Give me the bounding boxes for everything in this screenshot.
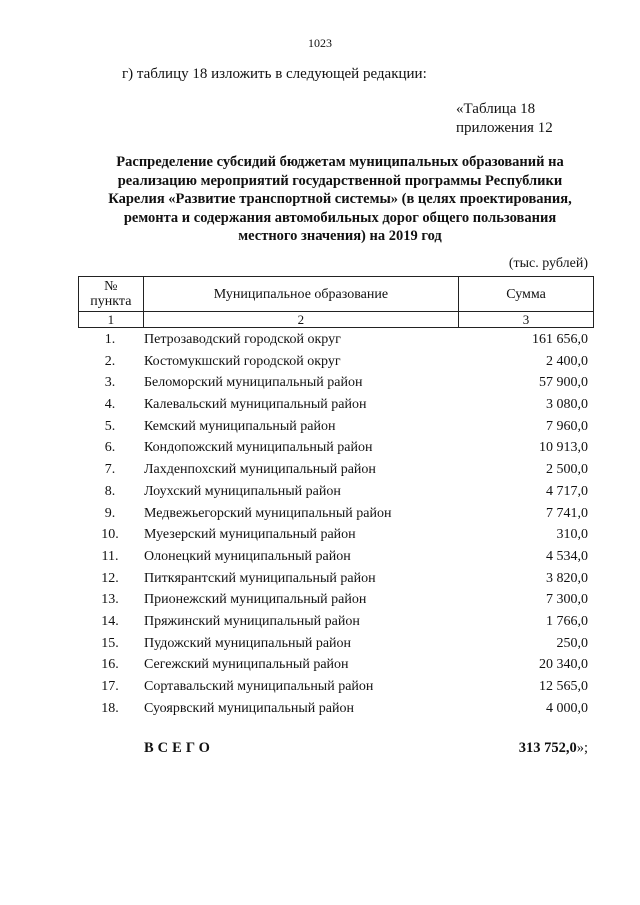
row-name: Костомукшский городской округ <box>144 353 341 369</box>
row-name: Прионежский муниципальный район <box>144 592 367 608</box>
table-row <box>78 329 594 351</box>
table-header <box>78 276 594 328</box>
table-row <box>78 633 594 655</box>
row-num: 17. <box>101 679 119 694</box>
title-line-2: реализацию мероприятий государственной программы Республики <box>117 172 563 189</box>
table-body <box>78 329 594 719</box>
table-row <box>78 481 594 503</box>
row-sum: 12 565,0 <box>539 679 588 694</box>
table-row <box>78 416 594 438</box>
row-sum: 4 534,0 <box>546 548 588 564</box>
total-sum-wrap <box>519 740 588 757</box>
row-num: 13. <box>101 592 119 608</box>
row-sum: 4 717,0 <box>546 483 588 499</box>
row-name: Пряжинский муниципальный район <box>144 613 360 629</box>
table-row <box>78 611 594 633</box>
column-number-3: 3 <box>459 312 594 328</box>
table-row <box>78 568 594 590</box>
row-sum: 2 400,0 <box>546 353 588 369</box>
row-sum: 1 766,0 <box>546 613 588 629</box>
table-row <box>78 503 594 525</box>
row-sum: 7 741,0 <box>546 505 588 521</box>
title-line-4: ремонта и содержания автомобильных дорог общего пользования <box>123 209 557 226</box>
row-num: 10. <box>101 527 119 543</box>
table-row <box>78 546 594 568</box>
title-line-3: Карелия «Развитие транспортной системы» (в целях проектирования, <box>108 191 572 207</box>
row-name: Петрозаводский городской округ <box>144 332 341 347</box>
row-name: Питкярантский муниципальный район <box>144 570 376 586</box>
row-num: 9. <box>104 505 116 521</box>
header-num-line-2: пункта <box>90 294 132 309</box>
table-row <box>78 437 594 459</box>
row-num: 3. <box>104 375 116 391</box>
units-label: (тыс. рублей) <box>508 256 588 271</box>
header-num <box>79 277 144 312</box>
row-name: Пудожский муниципальный район <box>144 635 352 651</box>
table-row <box>78 654 594 676</box>
row-num: 14. <box>101 613 119 629</box>
header-name: Муниципальное образование <box>143 277 458 312</box>
title-line-5: местного значения) на 2019 год <box>238 228 442 244</box>
total-label: ВСЕГО <box>144 740 214 756</box>
table-row <box>78 676 594 698</box>
header-sum: Сумма <box>459 277 594 312</box>
row-num: 8. <box>104 483 116 499</box>
column-number-2: 2 <box>143 312 458 328</box>
row-num: 6. <box>104 440 116 456</box>
row-num: 4. <box>104 397 116 413</box>
row-name: Суоярвский муниципальный район <box>144 700 354 716</box>
row-sum: 161 656,0 <box>532 332 588 347</box>
column-number-row <box>79 312 594 328</box>
table-row <box>78 589 594 611</box>
row-num: 11. <box>101 548 119 564</box>
table-row <box>78 459 594 481</box>
total-row <box>78 740 594 762</box>
row-num: 7. <box>104 462 116 478</box>
title-line-1: Распределение субсидий бюджетам муниципальных образований на <box>116 154 564 170</box>
row-num: 2. <box>104 353 116 369</box>
row-num: 16. <box>101 657 119 673</box>
row-name: Муезерский муниципальный район <box>144 527 356 543</box>
table-reference-line-2: приложения 12 <box>456 120 553 136</box>
row-num: 15. <box>101 635 119 651</box>
row-sum: 3 080,0 <box>546 397 588 413</box>
row-name: Сегежский муниципальный район <box>144 657 349 673</box>
row-sum: 4 000,0 <box>546 700 588 716</box>
row-name: Калевальский муниципальный район <box>144 397 367 413</box>
row-sum: 3 820,0 <box>546 570 588 586</box>
row-sum: 7 300,0 <box>546 592 588 608</box>
table-row <box>78 524 594 546</box>
total-suffix: »; <box>576 740 588 756</box>
row-name: Беломорский муниципальный район <box>144 375 363 391</box>
row-sum: 20 340,0 <box>539 657 588 673</box>
table-row <box>78 372 594 394</box>
intro-text: г) таблицу 18 изложить в следующей редакции: <box>122 66 427 82</box>
row-sum: 250,0 <box>556 635 588 651</box>
table-row <box>78 698 594 720</box>
row-sum: 2 500,0 <box>546 462 588 478</box>
page-number: 1023 <box>308 36 332 50</box>
row-num: 12. <box>101 570 119 586</box>
row-name: Олонецкий муниципальный район <box>144 548 351 564</box>
row-name: Сортавальский муниципальный район <box>144 679 374 694</box>
row-name: Лахденпохский муниципальный район <box>144 462 376 478</box>
header-num-line-1: № <box>104 279 118 294</box>
row-sum: 310,0 <box>556 527 588 543</box>
row-sum: 7 960,0 <box>546 418 588 434</box>
row-num: 5. <box>104 418 116 434</box>
row-name: Кондопожский муниципальный район <box>144 440 373 456</box>
row-name: Медвежьегорский муниципальный район <box>144 505 392 521</box>
table-reference <box>456 100 553 138</box>
total-sum: 313 752,0 <box>518 740 577 756</box>
row-sum: 57 900,0 <box>539 375 588 391</box>
table-row <box>78 394 594 416</box>
row-name: Кемский муниципальный район <box>144 418 336 434</box>
header-row <box>79 277 594 312</box>
row-num: 1. <box>104 332 116 347</box>
row-name: Лоухский муниципальный район <box>144 483 341 499</box>
row-sum: 10 913,0 <box>539 440 588 456</box>
document-title <box>80 153 600 246</box>
table-reference-line-1: «Таблица 18 <box>456 101 536 117</box>
row-num: 18. <box>101 700 119 716</box>
table-row <box>78 351 594 373</box>
column-number-1: 1 <box>79 312 144 328</box>
